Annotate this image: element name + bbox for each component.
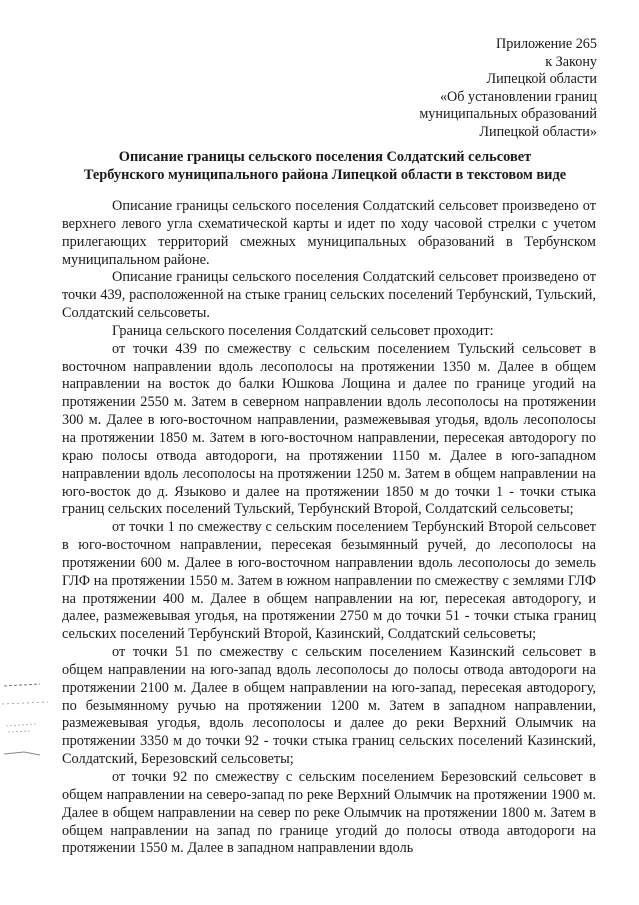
body-paragraph: от точки 92 по смежеству с сельским поселением Березовский сельсовет в общем направлении на северо-запад по реке Верхний Олымчик на протяжении 1900 м. Далее в общем направлении на север по реке Олымчик на протяжении 1800 м. Затем в общем направлении на запад по границе угодий до полосы отвода автодороги на протяжении 1550 м. Далее в западном направлении вдоль: [62, 769, 596, 857]
body-paragraph: Описание границы сельского поселения Солдатский сельсовет произведено от точки 439, расположенной на стыке границ сельских поселений Тербунский, Тульский, Солдатский сельсоветы.: [62, 269, 596, 322]
title-line: Тербунского муниципального района Липецкой области в текстовом виде: [83, 167, 567, 183]
body-paragraph: от точки 1 по смежеству с сельским поселением Тербунский Второй сельсовет в юго-восточном направлении, пересекая безымянный ручей, до лесополосы на протяжении 600 м. Далее в юго-восточном направлении вдоль лесополосы до земель ГЛФ на протяжении 1550 м. Затем в южном направлении по смежеству с землями ГЛФ на протяжении 400 м. Далее в общем направлении на юг, пересекая автодорогу, и далее, размежевывая угодья, на протяжении 2750 м до точки 51 - точки стыка границ сельских поселений Тербунский Второй, Казинский, Солдатский сельсоветы;: [62, 519, 596, 643]
body-paragraph: Описание границы сельского поселения Солдатский сельсовет произведено от верхнего левого угла схематической карты и идет по ходу часовой стрелки с учетом прилегающих территорий смежных муниципальных образований в Тербунском муниципальном районе.: [62, 198, 596, 268]
annex-line: «Об установлении границ: [439, 88, 597, 105]
annex-line: муниципальных образований: [419, 106, 597, 122]
body-paragraph: Граница сельского поселения Солдатский сельсовет проходит:: [112, 322, 494, 339]
document-body: [62, 198, 596, 858]
annex-line: Липецкой области»: [479, 123, 597, 140]
body-paragraph: от точки 439 по смежеству с сельским поселением Тульский сельсовет в восточном направлении вдоль лесополосы на протяжении 1350 м. Далее в общем направлении на восток до балки Юшкова Лощина и далее по границе угодий на протяжении 2550 м. Затем в северном направлении вдоль лесополосы на протяжении 300 м. Далее в юго-восточном направлении, размежевывая угодья, вдоль лесополосы на протяжении 1850 м. Затем в юго-восточном направлении, пересекая автодорогу по краю полосы отвода автодороги, на протяжении 1150 м. Далее в юго-западном направлении вдоль лесополосы на протяжении 1250 м. Затем в общем направлении на юго-восток до д. Языково и далее на протяжении 1850 м до точки 1 - точки стыка границ сельских поселений Тульский, Тербунский Второй, Солдатский сельсоветы;: [62, 340, 596, 518]
annex-line: Приложение 265: [496, 36, 597, 52]
body-paragraph: от точки 51 по смежеству с сельским поселением Казинский сельсовет в общем направлении на юго-запад вдоль лесополосы до полосы отвода автодороги на протяжении 2100 м. Далее в общем направлении на юго-запад, пересекая автодорогу, по безымянному ручью на протяжении 1200 м. Затем в западном направлении, размежевывая угодья, вдоль лесополосы и далее до реки Верхний Олымчик на протяжении 3350 м до точки 92 - точки стыка границ сельских поселений Казинский, Солдатский, Березовский сельсоветы;: [62, 644, 596, 768]
annex-line: Липецкой области: [486, 71, 597, 87]
annex-reference: [419, 36, 597, 141]
scan-margin-mark: [0, 682, 60, 762]
annex-line: к Закону: [545, 53, 597, 70]
document-title: [40, 148, 610, 184]
title-line: Описание границы сельского поселения Солдатский сельсовет: [118, 149, 532, 165]
